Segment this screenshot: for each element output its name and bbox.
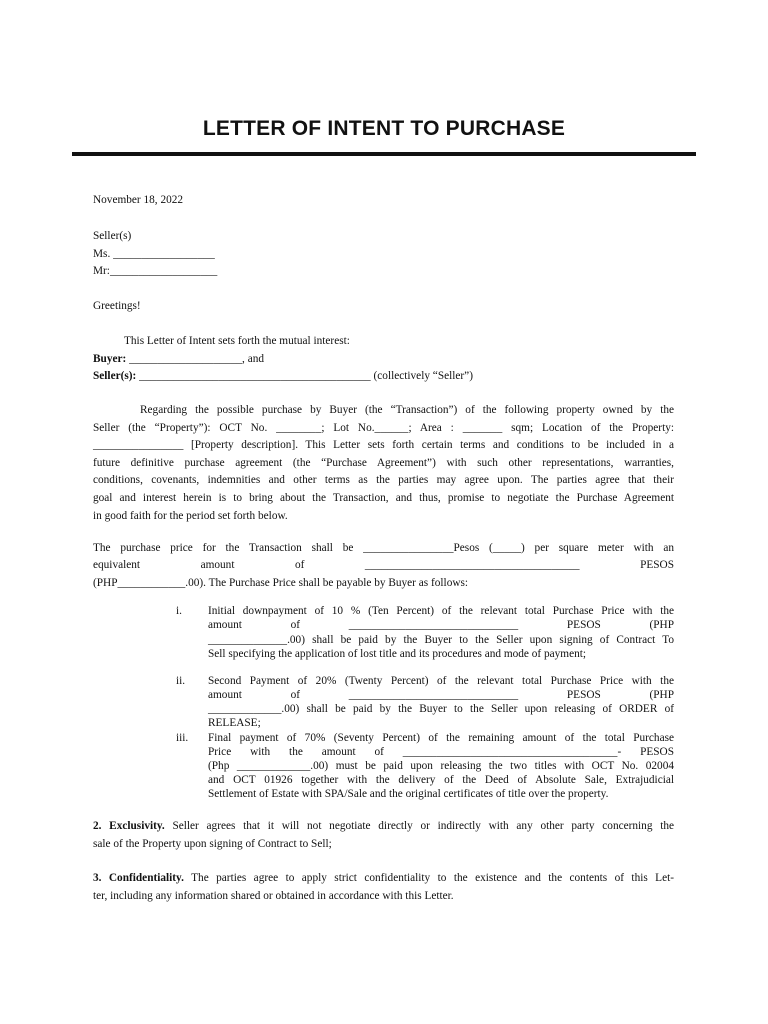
payment-numeral-iii: iii. — [176, 732, 189, 744]
transaction-line-4: future definitive purchase agreement (the “Purchase Agreement”) with such other representations, warranties, — [93, 457, 674, 469]
transaction-line-2: Seller (the “Property”): OCT No. ________; Lot No.______; Area : _______ sqm; Location of the Property: — [93, 422, 674, 434]
sellers-label: Seller(s): — [93, 370, 137, 382]
payment-numeral-ii: ii. — [176, 675, 186, 687]
buyer-line — [93, 352, 264, 366]
confidentiality-line-2: ter, including any information shared or obtained in accordance with this Letter. — [93, 890, 454, 902]
price-line-1: The purchase price for the Transaction shall be ________________Pesos (_____) per square meter with an — [93, 542, 674, 554]
price-line-3: (PHP____________.00). The Purchase Price shall be payable by Buyer as follows: — [93, 577, 469, 589]
payment-ii-line-4: RELEASE; — [208, 717, 261, 729]
payment-ii-line-2: amount of ______________________________ PESOS (PHP — [208, 689, 674, 701]
intro-text: This Letter of Intent sets forth the mutual interest: — [124, 335, 350, 347]
exclusivity-text-1: Seller agrees that it will not negotiate directly or indirectly with any other party concerning the — [164, 820, 674, 832]
payment-i-line-3: ______________.00) shall be paid by the Buyer to the Seller upon signing of Contract To — [208, 634, 674, 646]
seller-mr-line: Mr:___________________ — [93, 265, 218, 277]
payment-iii-line-3: (Php _____________.00) must be paid upon releasing the two titles with OCT No. 02004 — [208, 760, 674, 772]
transaction-line-1: Regarding the possible purchase by Buyer (the “Transaction”) of the following property owned by the — [140, 404, 674, 416]
seller-ms-line: Ms. __________________ — [93, 248, 215, 260]
buyer-label: Buyer: — [93, 353, 127, 365]
greeting: Greetings! — [93, 300, 141, 312]
exclusivity-label: 2. Exclusivity. — [93, 820, 165, 832]
price-line-2: equivalent amount of ______________________________________ PESOS — [93, 559, 674, 571]
payment-iii-line-4: and OCT 01926 together with the delivery of the Deed of Absolute Sale, Extrajudicial — [208, 774, 674, 786]
sellers-line — [93, 369, 473, 383]
payment-ii-line-1: Second Payment of 20% (Twenty Percent) of the relevant total Purchase Price with the — [208, 675, 674, 687]
sellers-blank: _________________________________________ (collectively “Seller”) — [136, 370, 473, 382]
payment-iii-line-1: Final payment of 70% (Seventy Percent) of the remaining amount of the total Purchase — [208, 732, 674, 744]
transaction-line-7: in good faith for the period set forth below. — [93, 510, 288, 522]
confidentiality-label: 3. Confidentiality. — [93, 872, 184, 884]
document-title: LETTER OF INTENT TO PURCHASE — [202, 117, 566, 140]
payment-iii-line-5: Settlement of Estate with SPA/Sale and the original certificates of title over the property. — [208, 788, 609, 800]
exclusivity-line-2: sale of the Property upon signing of Contract to Sell; — [93, 838, 332, 850]
exclusivity-line-1 — [93, 819, 674, 833]
buyer-blank: ____________________, and — [126, 353, 265, 365]
title-underline — [72, 152, 696, 156]
transaction-line-5: conditions, covenants, indemnities and other terms as the parties may agree upon. The parties agree that their — [93, 474, 674, 486]
transaction-line-3: ________________ [Property description]. This Letter sets forth certain terms and conditions to be included in a — [93, 439, 674, 451]
payment-i-line-2: amount of ______________________________ PESOS (PHP — [208, 619, 674, 631]
payment-iii-line-2: Price with the amount of ______________________________________- PESOS — [208, 746, 674, 758]
payment-ii-line-3: _____________.00) shall be paid by the Buyer to the Seller upon releasing of ORDER of — [208, 703, 674, 715]
payment-i-line-1: Initial downpayment of 10 % (Ten Percent) of the relevant total Purchase Price with the — [208, 605, 674, 617]
transaction-line-6: goal and interest herein is to bring about the Transaction, and thus, promise to negotiate the Purchase Agreement — [93, 492, 674, 504]
payment-numeral-i: i. — [176, 605, 182, 617]
payment-i-line-4: Sell specifying the application of lost title and its procedures and mode of payment; — [208, 648, 587, 660]
letter-date: November 18, 2022 — [93, 194, 184, 206]
seller-heading: Seller(s) — [93, 230, 132, 242]
confidentiality-text-1: The parties agree to apply strict confidentiality to the existence and the contents of this Let- — [183, 872, 674, 884]
confidentiality-line-1 — [93, 871, 674, 885]
